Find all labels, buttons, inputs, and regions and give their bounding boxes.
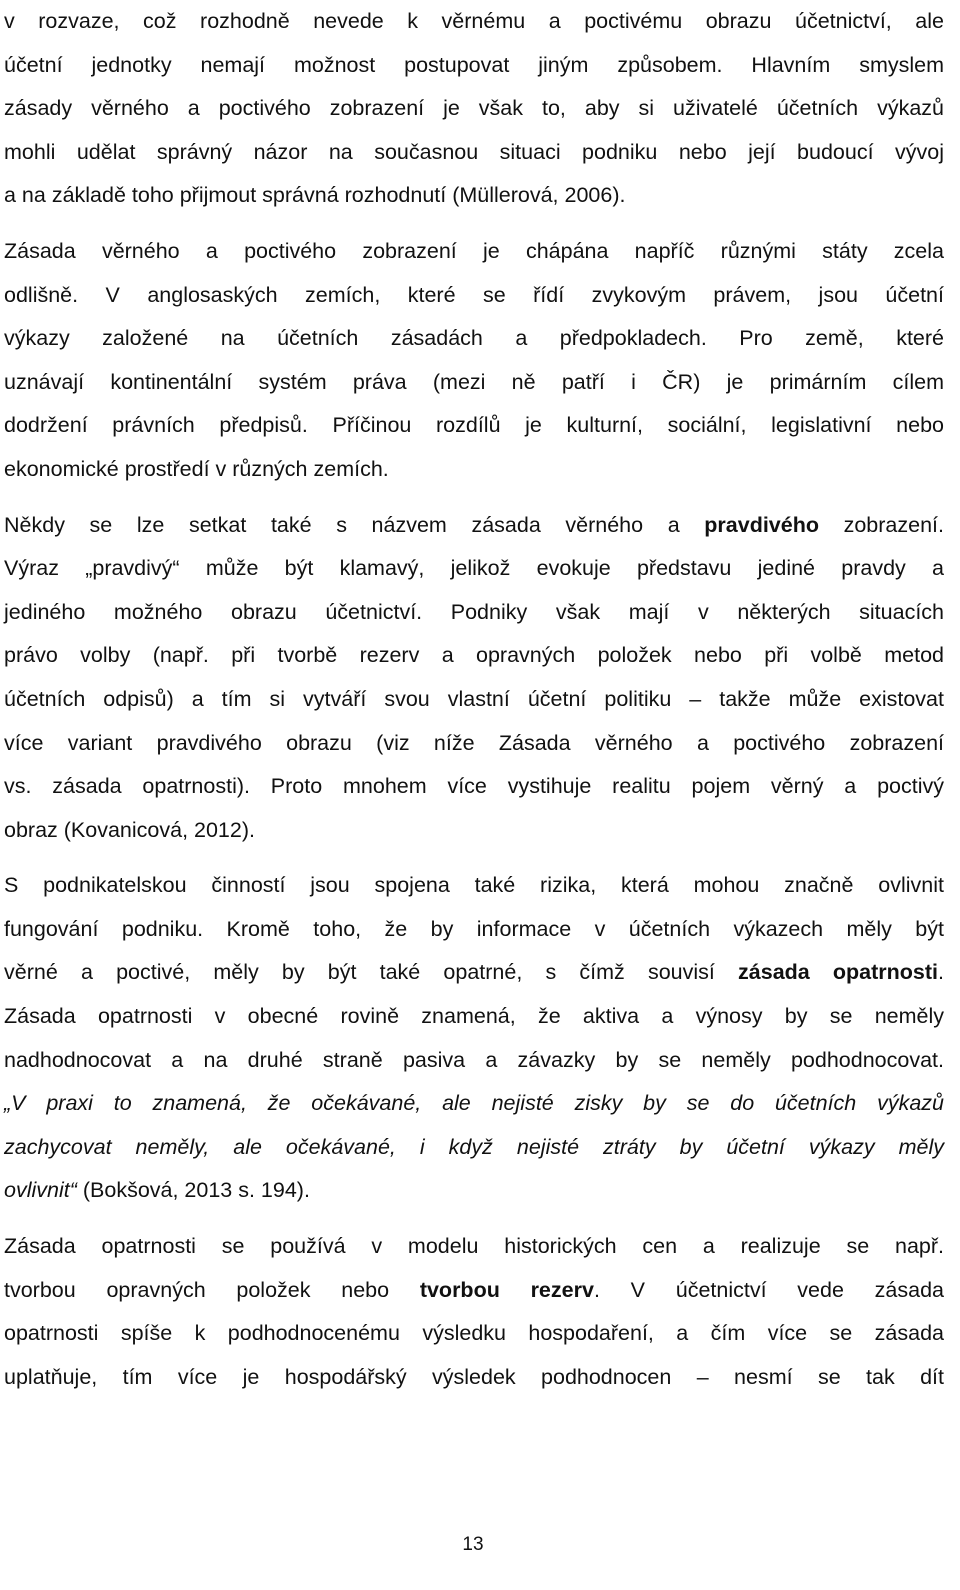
text-segment: . xyxy=(938,960,945,985)
quote-line: „V praxi to znamená, že očekávané, ale nejisté zisky by se do účetních výkazů xyxy=(4,1091,944,1116)
document-page xyxy=(4,0,944,1399)
paragraph-international-differences xyxy=(4,230,944,492)
quote-end: ovlivnit“ xyxy=(4,1178,77,1203)
text-segment: . V účetnictví vede zásada xyxy=(593,1277,944,1302)
paragraph-prudence-application xyxy=(4,1225,944,1399)
text-line: účetní jednotky nemají možnost postupovat jiným způsobem. Hlavním smyslem xyxy=(4,52,944,77)
bold-term-pravdiveho: pravdivého xyxy=(704,512,819,537)
text-line xyxy=(4,504,944,548)
text-line: v rozvaze, což rozhodně nevede k věrnému a poctivému obrazu účetnictví, ale xyxy=(4,9,944,33)
text-line xyxy=(4,1169,944,1213)
citation: (Bokšová, 2013 s. 194). xyxy=(76,1178,310,1203)
text-line: dodržení právních předpisů. Příčinou rozdílů je kulturní, sociální, legislativní nebo xyxy=(4,413,944,438)
text-line: obraz (Kovanicová, 2012). xyxy=(4,817,255,842)
text-line xyxy=(4,1269,944,1313)
text-line: vs. zásada opatrnosti). Proto mnohem více vystihuje realitu pojem věrný a poctivý xyxy=(4,774,944,799)
paragraph-true-and-fair-naming xyxy=(4,504,944,853)
text-line: uplatňuje, tím více je hospodářský výsledek podhodnocen – nesmí se tak dít xyxy=(4,1364,944,1389)
text-segment: zobrazení. xyxy=(818,512,944,537)
text-line: právo volby (např. při tvorbě rezerv a opravných položek nebo při volbě metod xyxy=(4,643,944,668)
text-line: výkazy založené na účetních zásadách a předpokladech. Pro země, které xyxy=(4,326,944,351)
text-line: zásady věrného a poctivého zobrazení je však to, aby si uživatelé účetních výkazů xyxy=(4,96,944,121)
text-line: Zásada věrného a poctivého zobrazení je chápána napříč různými státy zcela xyxy=(4,238,944,263)
text-line: odlišně. V anglosaských zemích, které se řídí zvykovým právem, jsou účetní xyxy=(4,282,944,307)
text-line: Výraz „pravdivý“ může být klamavý, jelikož evokuje představu jediné pravdy a xyxy=(4,556,944,581)
text-segment: tvorbou opravných položek nebo xyxy=(4,1277,420,1302)
text-segment: Někdy se lze setkat také s názvem zásada věrného a xyxy=(4,512,705,537)
text-line: S podnikatelskou činností jsou spojena také rizika, která mohou značně ovlivnit xyxy=(4,873,944,898)
text-line: Zásada opatrnosti v obecné rovině znamená, že aktiva a výnosy by se neměly xyxy=(4,1004,944,1029)
bold-term-zasada-opatrnosti: zásada opatrnosti xyxy=(738,960,939,985)
paragraph-true-fair-view-purpose xyxy=(4,0,944,218)
paragraph-prudence-principle xyxy=(4,864,944,1213)
text-line: ekonomické prostředí v různých zemích. xyxy=(4,456,389,481)
text-segment: věrné a poctivé, měly by být také opatrné, s čímž souvisí xyxy=(4,960,739,985)
text-line: opatrnosti spíše k podhodnocenému výsledku hospodaření, a čím více se zásada xyxy=(4,1321,944,1346)
text-line: nadhodnocovat a na druhé straně pasiva a závazky by se neměly podhodnocovat. xyxy=(4,1047,944,1072)
text-line: jediného možného obrazu účetnictví. Podniky však mají v některých situacích xyxy=(4,599,944,624)
text-line: uznávají kontinentální systém práva (mezi ně patří i ČR) je primárním cílem xyxy=(4,369,944,394)
text-line: Zásada opatrnosti se používá v modelu historických cen a realizuje se např. xyxy=(4,1234,944,1259)
text-line: a na základě toho přijmout správná rozhodnutí (Müllerová, 2006). xyxy=(4,183,626,208)
quote-line: zachycovat neměly, ale očekávané, i když nejisté ztráty by účetní výkazy měly xyxy=(4,1134,944,1159)
bold-term-tvorbou-rezerv: tvorbou rezerv xyxy=(419,1277,594,1302)
text-line xyxy=(4,951,944,995)
text-line: fungování podniku. Kromě toho, že by informace v účetních výkazech měly být xyxy=(4,916,944,941)
text-line: mohli udělat správný názor na současnou situaci podniku nebo její budoucí vývoj xyxy=(4,139,944,164)
page-number: 13 xyxy=(462,1534,484,1555)
text-line: více variant pravdivého obrazu (viz níže Zásada věrného a poctivého zobrazení xyxy=(4,730,944,755)
text-line: účetních odpisů) a tím si vytváří svou vlastní účetní politiku – takže může existovat xyxy=(4,686,944,711)
